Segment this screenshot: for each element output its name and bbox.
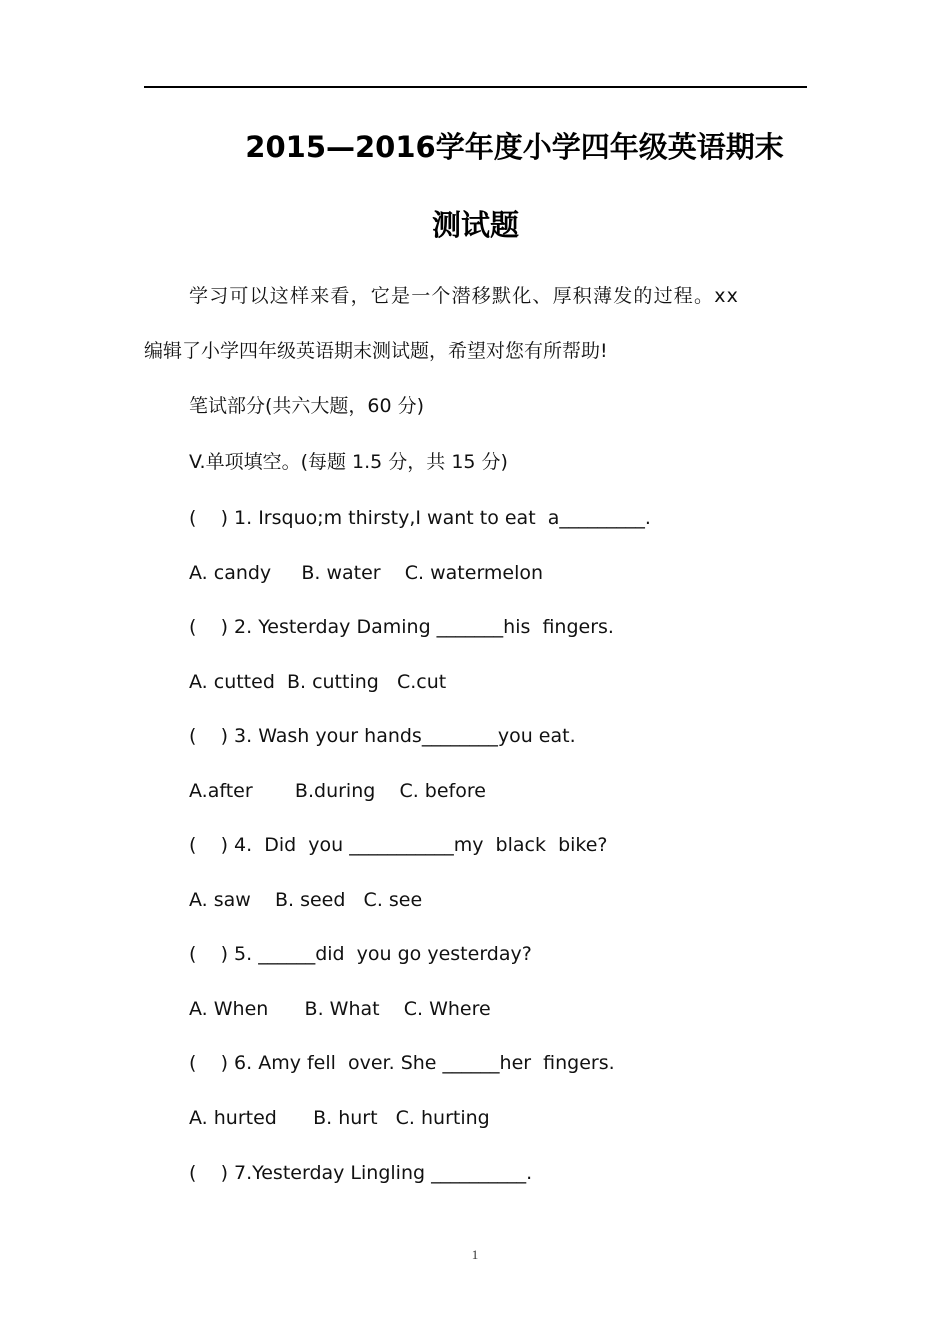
intro-paragraph-line-2: 编辑了小学四年级英语期末测试题，希望对您有所帮助! (144, 340, 608, 362)
question-4-options: A. saw B. seed C. see (189, 889, 423, 911)
intro-paragraph-line-1: 学习可以这样来看，它是一个潜移默化、厚积薄发的过程。xx (189, 285, 740, 307)
question-6-stem: ( ) 6. Amy fell over. She ______her fingers. (189, 1052, 615, 1074)
question-1-stem: ( ) 1. Irsquo;m thirsty,I want to eat a_________. (189, 507, 651, 529)
question-7-stem: ( ) 7.Yesterday Lingling __________. (189, 1162, 533, 1184)
question-2-options: A. cutted B. cutting C.cut (189, 671, 447, 693)
section-v-heading: V.单项填空。(每题 1.5 分，共 15 分) (189, 451, 508, 473)
page-number: 1 (471, 1247, 479, 1262)
question-1-options: A. candy B. water C. watermelon (189, 562, 544, 584)
question-4-stem: ( ) 4. Did you ___________my black bike? (189, 834, 608, 856)
document-title-line-1: 2015—2016学年度小学四年级英语期末 (245, 130, 784, 164)
header-rule (144, 86, 807, 88)
question-3-stem: ( ) 3. Wash your hands________you eat. (189, 725, 576, 747)
question-6-options: A. hurted B. hurt C. hurting (189, 1107, 490, 1129)
section-written-heading: 笔试部分(共六大题，60 分) (189, 395, 425, 417)
question-5-options: A. When B. What C. Where (189, 998, 491, 1020)
question-2-stem: ( ) 2. Yesterday Daming _______his fingers. (189, 616, 614, 638)
question-3-options: A.after B.during C. before (189, 780, 486, 802)
question-5-stem: ( ) 5. ______did you go yesterday? (189, 943, 532, 965)
document-title-line-2: 测试题 (431, 208, 519, 242)
